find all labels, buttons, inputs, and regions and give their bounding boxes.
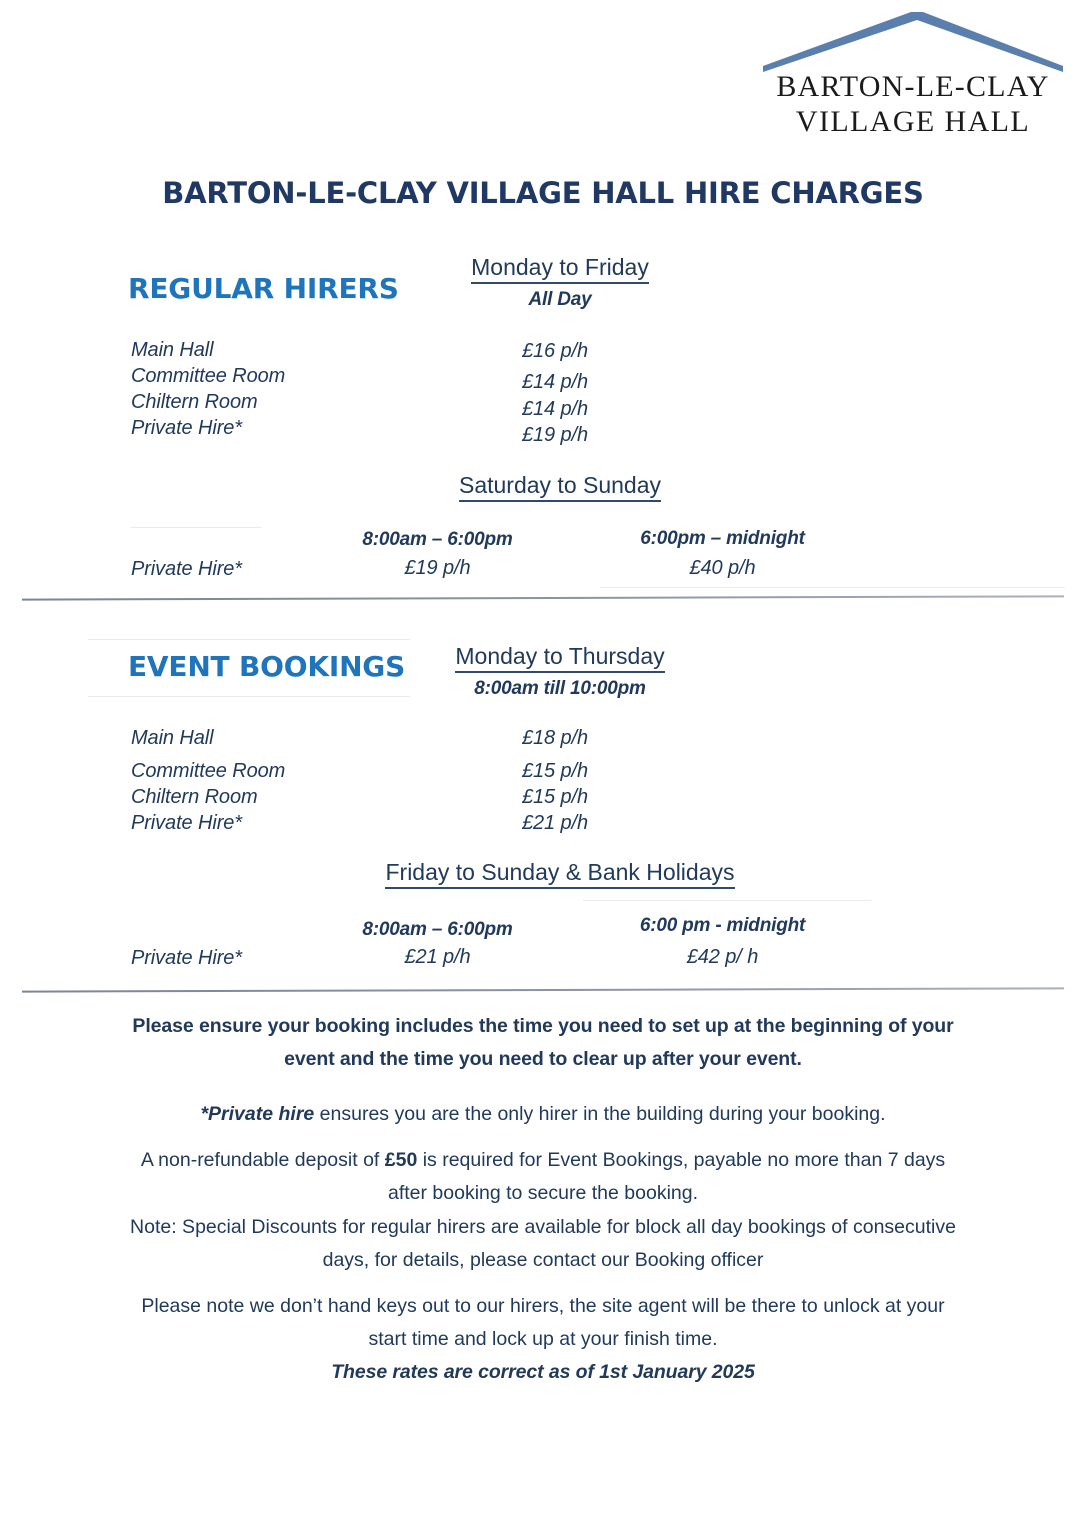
time-label-8am-till-10pm: 8:00am till 10:00pm [474,678,646,699]
price-cell: £19 p/h [404,557,471,579]
price-cell: £40 p/h [689,557,756,579]
day-header-saturday-to-sunday [350,472,770,502]
price-cell: £14 p/h [521,398,589,420]
room-label-private-hire: Private Hire* [131,947,242,969]
page-title: BARTON-LE-CLAY VILLAGE HALL HIRE CHARGES [162,176,924,210]
day-header-monday-to-friday [350,254,770,311]
note-keys: Please note we don’t hand keys out to our hirers, the site agent will be there to unlock at your start time and lock up at your finish time. [141,1295,945,1350]
room-label-private-hire: Private Hire* [131,558,242,580]
room-label: Private Hire* [131,417,242,439]
time-slot-header: 8:00am – 6:00pm [362,529,513,550]
room-label: Private Hire* [131,812,242,834]
time-slot-header: 8:00am – 6:00pm [362,919,513,940]
time-slot-header: 6:00 pm - midnight [639,915,806,936]
room-label: Main Hall [131,727,214,749]
table-divider-faint [583,900,871,901]
note-deposit-part2: is required for Event Bookings, payable no more than 7 days after booking to secure the booking. [387,1149,946,1204]
section-heading-event-bookings: EVENT BOOKINGS [128,650,406,683]
day-label-friday-to-sunday-bank-holidays: Friday to Sunday & Bank Holidays [385,859,734,889]
note-deposit [120,1144,966,1210]
logo-wordmark [763,70,1063,140]
note-setup-time: Please ensure your booking includes the time you need to set up at the beginning of your event and the time you need to clear up after your event. [132,1015,954,1070]
price-cell: £18 p/h [521,727,589,749]
price-cell: £42 p/ h [686,946,759,968]
room-label: Committee Room [131,365,286,387]
room-label: Main Hall [131,339,214,361]
price-cell: £15 p/h [521,786,589,808]
note-rates-date: These rates are correct as of 1st January 2025 [331,1361,755,1383]
room-label: Chiltern Room [131,391,258,413]
price-cell: £16 p/h [521,340,589,362]
price-cell: £14 p/h [521,371,589,393]
section-heading-regular-hirers: REGULAR HIRERS [128,272,399,305]
day-label-monday-to-friday: Monday to Friday [471,254,649,284]
note-private-hire [120,1098,966,1131]
note-private-hire-lead: *Private hire [200,1103,315,1125]
note-discounts: Note: Special Discounts for regular hirers are available for block all day bookings of consecutive days, for details, please contact our Booking officer [130,1216,956,1271]
section-divider [22,595,1064,600]
table-divider-faint [600,587,1065,588]
note-deposit-amount: £50 [384,1149,418,1171]
price-cell: £21 p/h [404,946,471,968]
day-label-monday-to-thursday: Monday to Thursday [455,643,664,673]
time-slot-header: 6:00pm – midnight [640,528,805,549]
day-header-friday-to-sunday [350,859,770,889]
room-label: Committee Room [131,760,286,782]
day-header-monday-to-thursday [350,643,770,700]
village-hall-logo [763,8,1063,148]
time-label-all-day: All Day [528,289,592,310]
roof-chevron-icon [763,8,1063,72]
room-label: Chiltern Room [131,786,258,808]
table-divider-faint [130,527,262,528]
logo-line-2: VILLAGE HALL [795,105,1031,138]
logo-line-1: BARTON-LE-CLAY [776,70,1050,103]
price-cell: £21 p/h [521,812,589,834]
section-divider [22,987,1064,992]
day-label-saturday-to-sunday: Saturday to Sunday [459,472,661,502]
price-cell: £19 p/h [521,424,589,446]
table-divider-faint [88,639,410,640]
price-cell: £15 p/h [521,760,589,782]
note-private-hire-rest: ensures you are the only hirer in the building during your booking. [314,1103,886,1125]
note-deposit-part1: A non-refundable deposit of [140,1149,385,1171]
